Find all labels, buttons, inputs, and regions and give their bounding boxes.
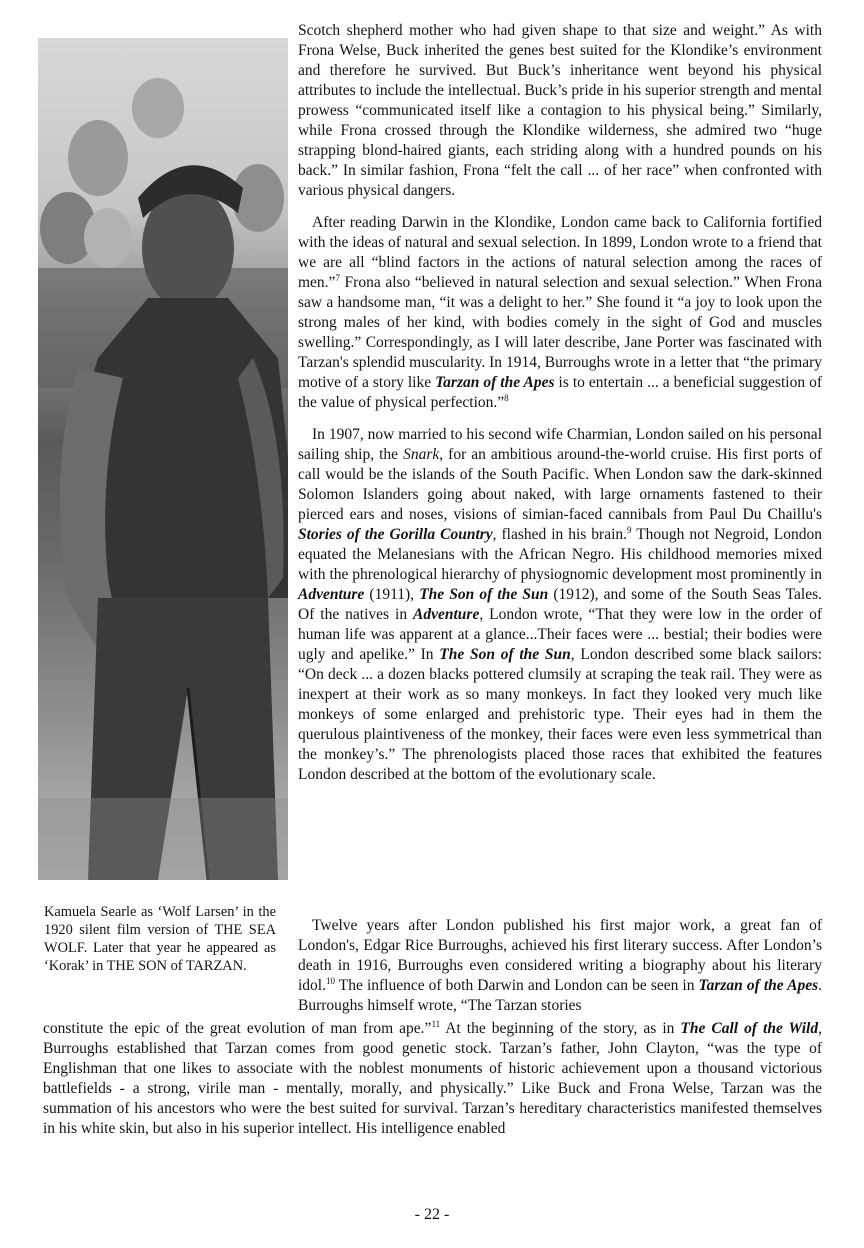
photo-caption: Kamuela Searle as ‘Wolf Larsen’ in the 1920 silent film version of THE SEA WOLF. Later that year he appeared as ‘Korak’ in THE SON of TARZAN.	[44, 904, 276, 974]
photo-illustration	[38, 38, 288, 880]
film-still-photo	[38, 38, 288, 880]
paragraph: In 1907, now married to his second wife Charmian, London sailed on his personal sailing ship, the Snark, for an ambitious around-the-world cruise. His first ports of call would be the islands of the South Pacific. When London saw the dark-skinned Solomon Islanders going about naked, with large ornaments fastened to their pierced ears and noses, visions of simian-faced cannibals from Paul Du Chaillu's Stories of the Gorilla Country, flashed in his brain.$^9$ Though not Negroid, London equated the Melanesians with the African Negro. His childhood memories mixed with the phrenological hierarchy of physiognomic development most prominently in Adventure (1911), The Son of the Sun (1912), and some of the South Seas Tales. Of the natives in Adventure, London wrote, “That they were low in the order of human life was apparent at a glance...Their faces were ... bestial; their bodies were ugly and apelike.” In The Son of the Sun, London described some black sailors: “On deck ... a dozen blacks pottered clumsily at scraping the teak rail. They were as inexpert at their work as so many monkeys. In fact they looked very much like monkeys of some enlarged and prehistoric type. Their eyes had in them the querulous plaintiveness of the monkey, their faces were even less symmetrical than the monkey’s.” The phrenologists placed those races that exhibited the features London described at the bottom of the evolutionary scale.	[298, 426, 823, 783]
paragraph: After reading Darwin in the Klondike, London came back to California fortified with the ideas of natural and sexual selection. In 1899, London wrote to a friend that we are all “blind factors in the actions of natural selection among the races of men.”$^7$ Frona also “believed in natural selection and sexual selection.” When Frona saw a handsome man, “it was a delight to her.” She found it “a joy to look upon the strong males of her kind, with bodies comely in the sight of God and muscles swelling.” Correspondingly, as I will later describe, Jane Porter was fascinated with Tarzan's splendid muscularity. In 1914, Burroughs wrote in a letter that “the primary motive of a story like Tarzan of the Apes is to entertain ... a beneficial suggestion of the value of physical perfection.”$^8$	[298, 214, 822, 411]
text-column-lower	[298, 916, 822, 1016]
page-number: - 22 -	[414, 1206, 450, 1223]
paragraph: Twelve years after London published his first major work, a great fan of London's, Edgar Rice Burroughs, achieved his first literary success. After London’s death in 1916, Burroughs even considered writing a biography about his literary idol.$^{10}$ The influence of both Darwin and London can be seen in Tarzan of the Apes. Burroughs himself wrote, “The Tarzan stories	[298, 917, 822, 1014]
full-width-paragraph: constitute the epic of the great evolution of man from ape.”$^{11}$ At the beginning of the story, as in The Call of the Wild, Burroughs established that Tarzan comes from good genetic stock. Tarzan’s father, John Clayton, “was the type of Englishman that one likes to associate with the noblest monuments of historic achievement upon a thousand victorious battlefields - a strong, virile man - mentally, morally, and physically.” Like Buck and Frona Welse, Tarzan was the summation of his ancestors who were the best suited for survival. Tarzan’s hereditary characteristics manifested themselves in his white skin, but also in his superior intellect. His intelligence enabled	[43, 1018, 822, 1137]
paragraph: Scotch shepherd mother who had given shape to that size and weight.” As with Frona Welse, Buck inherited the genes best suited for the Klondike’s environment and therefore he survived. But Buck’s inheritance went beyond his physical attributes to include the intellectual. Buck’s pride in his superior strength and mental prowess “communicated itself like a contagion to his physical being.” Similarly, while Frona crossed through the Klondike wilderness, she admired two “huge strapping blond-haired giants, each striding along with a hundred pounds on his back.” In similar fashion, Frona “felt the call ... of her race” when confronted with various physical dangers.	[298, 22, 822, 199]
text-column	[298, 21, 822, 797]
